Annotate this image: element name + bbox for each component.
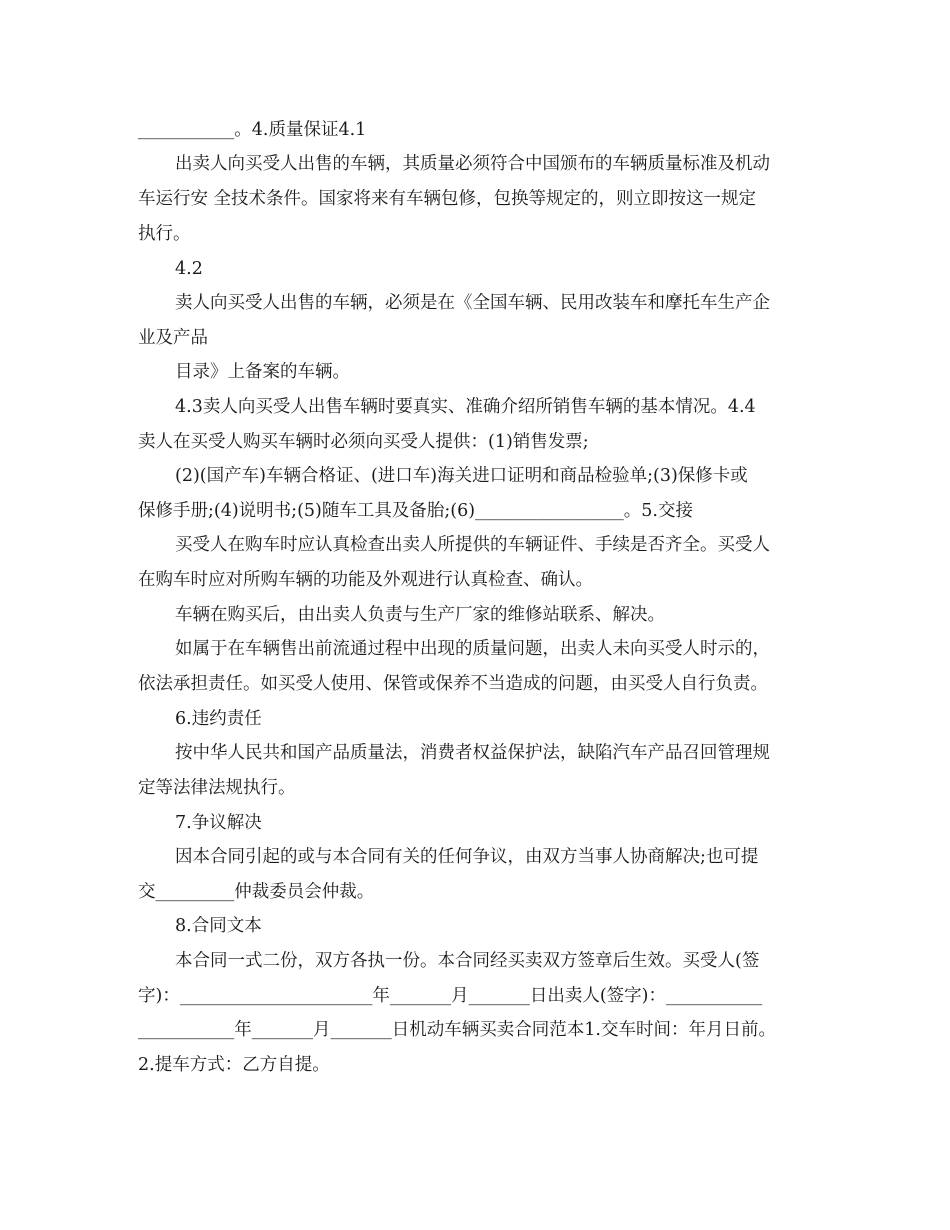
text-line: 依法承担责任。如买受人使用、保管或保养不当造成的问题，由买受人自行负责。	[138, 674, 768, 694]
text-line: 卖人在买受人购买车辆时必须向买受人提供：(1)销售发票;	[138, 432, 589, 452]
text-line: 7.争议解决	[175, 813, 262, 833]
text-line: (2)(国产车)车辆合格证、(进口车)海关进口证明和商品检验单;(3)保修卡或	[175, 466, 748, 486]
text-line: 如属于在车辆售出前流通过程中出现的质量问题，出卖人未向买受人时示的，	[175, 639, 770, 659]
text-line: 4.2	[175, 259, 203, 279]
text-line: 本合同一式二份，双方各执一份。本合同经买卖双方签章后生效。买受人(签	[175, 951, 760, 971]
text-line: 2.提车方式：乙方自提。	[138, 1055, 330, 1075]
text-line: 业及产品	[138, 328, 208, 348]
text-line: 因本合同引起的或与本合同有关的任何争议，由双方当事人协商解决;也可提	[175, 847, 759, 867]
text-line: 车辆在购买后，由出卖人负责与生产厂家的维修站联系、解决。	[175, 605, 665, 625]
text-line: 字)：______________________年_______月_______日出卖人(签字)：___________	[138, 986, 763, 1006]
text-line: 8.合同文本	[175, 916, 262, 936]
text-line: 按中华人民共和国产品质量法，消费者权益保护法，缺陷汽车产品召回管理规	[175, 743, 770, 763]
text-line: 车运行安 全技术条件。国家将来有车辆包修，包换等规定的，则立即按这一规定	[138, 189, 757, 209]
text-line: 出卖人向买受人出售的车辆，其质量必须符合中国颁布的车辆质量标准及机动	[175, 154, 770, 174]
text-line: ___________。4.质量保证4.1	[138, 120, 367, 140]
text-line: 交_________仲裁委员会仲裁。	[138, 882, 375, 902]
text-line: 执行。	[138, 224, 191, 244]
text-line: 6.违约责任	[175, 709, 262, 729]
text-line: 目录》上备案的车辆。	[175, 362, 350, 382]
text-line: 卖人向买受人出售的车辆，必须是在《全国车辆、民用改装车和摩托车生产企	[175, 293, 770, 313]
text-line: 买受人在购车时应认真检查出卖人所提供的车辆证件、手续是否齐全。买受人	[175, 535, 770, 555]
text-line: 保修手册;(4)说明书;(5)随车工具及备胎;(6)_________________。5.交接	[138, 501, 693, 521]
text-line: 定等法律法规执行。	[138, 778, 296, 798]
text-line: 在购车时应对所购车辆的功能及外观进行认真检查、确认。	[138, 570, 593, 590]
text-line: ___________年_______月_______日机动车辆买卖合同范本1.交车时间：年月日前。	[138, 1020, 776, 1040]
text-line: 4.3卖人向买受人出售车辆时要真实、准确介绍所销售车辆的基本情况。4.4	[175, 397, 756, 417]
